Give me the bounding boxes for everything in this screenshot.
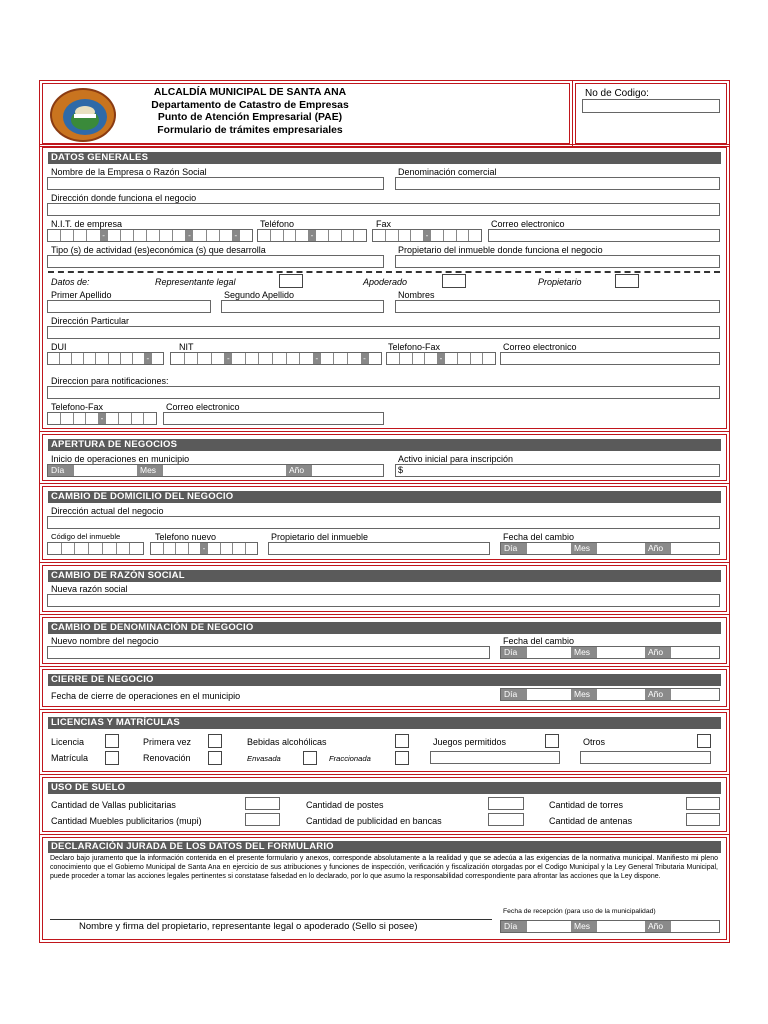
label-nuevo-nombre: Nuevo nombre del negocio bbox=[51, 636, 159, 646]
label-juegos: Juegos permitidos bbox=[433, 737, 507, 747]
correo-field[interactable] bbox=[488, 229, 720, 242]
codigo-inmueble-field[interactable] bbox=[47, 542, 144, 555]
activo-field[interactable]: $ bbox=[395, 464, 720, 477]
label-nombres: Nombres bbox=[398, 290, 435, 300]
code-label: No de Codigo: bbox=[585, 88, 649, 99]
label-inicio: Inicio de operaciones en municipio bbox=[51, 454, 190, 464]
otros-field[interactable] bbox=[580, 751, 711, 764]
renovacion-checkbox[interactable] bbox=[208, 751, 222, 765]
dir-notif-field[interactable] bbox=[47, 386, 720, 399]
tipo-field[interactable] bbox=[47, 255, 384, 268]
label-antenas: Cantidad de antenas bbox=[549, 816, 633, 826]
label-dir-notif: Direccion para notificaciones: bbox=[51, 376, 169, 386]
section-title: DECLARACIÓN JURADA DE LOS DATOS DEL FORMULARIO bbox=[48, 841, 721, 853]
label-primera-vez: Primera vez bbox=[143, 737, 192, 747]
dir-actual-field[interactable] bbox=[47, 516, 720, 529]
label-prop-inmueble: Propietario del inmueble donde funciona el negocio bbox=[398, 245, 603, 255]
nit-field[interactable]: - - - bbox=[47, 229, 253, 242]
label-nit: N.I.T. de empresa bbox=[51, 219, 123, 229]
label-telefono: Teléfono bbox=[260, 219, 295, 229]
label-matricula: Matrícula bbox=[51, 753, 89, 763]
prop-inmueble-field[interactable] bbox=[395, 255, 720, 268]
nit2-field[interactable]: - - - bbox=[170, 352, 382, 365]
fraccionada-checkbox[interactable] bbox=[395, 751, 409, 765]
nueva-razon-field[interactable] bbox=[47, 594, 720, 607]
label-vallas: Cantidad de Vallas publicitarias bbox=[51, 800, 176, 810]
label-dir-actual: Dirección actual del negocio bbox=[51, 506, 164, 516]
label-fax: Fax bbox=[376, 219, 392, 229]
label-tel-nuevo: Telefono nuevo bbox=[155, 532, 217, 542]
label-fraccionada: Fraccionada bbox=[329, 754, 371, 763]
declaracion-text: Declaro bajo juramento que la información contenida en el presente formulario y anexos, corresponde absolutamente a la realidad y que se adecúa a las exigencias de la normativa municipal. Manifiesto mi pleno conocimiento que el Gobierno Municipal de Santa Ana en ejercicio de sus atribuciones y funciones de inspección, verificación y fiscalización otorgadas por el Codigo Municipal y la Ley General Tributaria Municipal, puede proceder a tomar las acciones legales pertinentes si constatase falsedad en lo declarado, por lo que asumo la responsabilidad correspondiente para afrontar las acciones que la Ley dispone. bbox=[50, 855, 718, 881]
fecha-recepcion-field[interactable]: Día Mes Año bbox=[500, 920, 720, 933]
bebidas-checkbox[interactable] bbox=[395, 734, 409, 748]
vallas-field[interactable] bbox=[245, 797, 280, 810]
tel-nuevo-field[interactable]: - bbox=[150, 542, 258, 555]
primer-apellido-field[interactable] bbox=[47, 300, 211, 313]
label-telefono-fax2: Telefono-Fax bbox=[51, 402, 104, 412]
nombres-field[interactable] bbox=[395, 300, 720, 313]
torres-field[interactable] bbox=[686, 797, 720, 810]
direccion-field[interactable] bbox=[47, 203, 720, 216]
label-fecha-cambio: Fecha del cambio bbox=[503, 532, 575, 542]
propietario-checkbox[interactable] bbox=[615, 274, 639, 288]
label-bancas: Cantidad de publicidad en bancas bbox=[306, 816, 442, 826]
label-codigo-inmueble: Código del inmueble bbox=[51, 532, 121, 541]
label-datos-de: Datos de: bbox=[51, 277, 90, 287]
section-title: DATOS GENERALES bbox=[48, 152, 721, 164]
label-firma: Nombre y firma del propietario, representante legal o apoderado (Sello si posee) bbox=[79, 921, 418, 932]
envasada-checkbox[interactable] bbox=[303, 751, 317, 765]
label-envasada: Envasada bbox=[247, 754, 281, 763]
rep-legal-checkbox[interactable] bbox=[279, 274, 303, 288]
telefono-field[interactable]: - bbox=[257, 229, 367, 242]
section-title: USO DE SUELO bbox=[48, 782, 721, 794]
fecha-cambio-field[interactable]: Día Mes Año bbox=[500, 542, 720, 555]
label-segundo-apellido: Segundo Apellido bbox=[224, 290, 295, 300]
segundo-apellido-field[interactable] bbox=[221, 300, 384, 313]
label-correo2: Correo electronico bbox=[503, 342, 577, 352]
label-fecha-recepcion: Fecha de recepción (para uso de la municipalidad) bbox=[503, 908, 656, 915]
juegos-checkbox[interactable] bbox=[545, 734, 559, 748]
otros-checkbox[interactable] bbox=[697, 734, 711, 748]
label-nit2: NIT bbox=[179, 342, 194, 352]
nuevo-nombre-field[interactable] bbox=[47, 646, 490, 659]
label-torres: Cantidad de torres bbox=[549, 800, 624, 810]
label-apoderado: Apoderado bbox=[363, 277, 408, 287]
section-title: LICENCIAS Y MATRÍCULAS bbox=[48, 717, 721, 729]
muebles-field[interactable] bbox=[245, 813, 280, 826]
header-title: ALCALDÍA MUNICIPAL DE SANTA ANA Departamento de Catastro de Empresas Punto de Atención Empresarial (PAE) Formulario de trámites empresariales bbox=[151, 87, 349, 136]
fecha-cierre-field[interactable]: Día Mes Año bbox=[500, 688, 720, 701]
prop-inmueble2-field[interactable] bbox=[268, 542, 490, 555]
label-muebles: Cantidad Muebles publicitarios (mupi) bbox=[51, 816, 202, 826]
dui-field[interactable]: - bbox=[47, 352, 164, 365]
bancas-field[interactable] bbox=[488, 813, 524, 826]
nombre-field[interactable] bbox=[47, 177, 384, 190]
label-bebidas: Bebidas alcohólicas bbox=[247, 737, 327, 747]
code-field[interactable] bbox=[582, 99, 720, 113]
dir-particular-field[interactable] bbox=[47, 326, 720, 339]
label-dui: DUI bbox=[51, 342, 67, 352]
section-title: CIERRE DE NEGOCIO bbox=[48, 674, 721, 686]
label-activo: Activo inicial para inscripción bbox=[398, 454, 514, 464]
denominacion-field[interactable] bbox=[395, 177, 720, 190]
correo3-field[interactable] bbox=[163, 412, 384, 425]
label-nueva-razon: Nueva razón social bbox=[51, 584, 128, 594]
label-tipo: Tipo (s) de actividad (es)económica (s) que desarrolla bbox=[51, 245, 266, 255]
fax-field[interactable]: - bbox=[372, 229, 482, 242]
inicio-date-field[interactable]: Día Mes Año bbox=[47, 464, 384, 477]
label-postes: Cantidad de postes bbox=[306, 800, 384, 810]
dashed-divider bbox=[48, 271, 720, 273]
label-primer-apellido: Primer Apellido bbox=[51, 290, 112, 300]
telefono-fax2-field[interactable]: - bbox=[47, 412, 157, 425]
label-denominacion: Denominación comercial bbox=[398, 167, 497, 177]
correo2-field[interactable] bbox=[500, 352, 720, 365]
section-title: APERTURA DE NEGOCIOS bbox=[48, 439, 721, 451]
primera-vez-checkbox[interactable] bbox=[208, 734, 222, 748]
section-title: CAMBIO DE DOMICILIO DEL NEGOCIO bbox=[48, 491, 721, 503]
label-direccion: Dirección donde funciona el negocio bbox=[51, 193, 197, 203]
label-correo3: Correo electronico bbox=[166, 402, 240, 412]
label-prop-inmueble2: Propietario del inmueble bbox=[271, 532, 369, 542]
licencia-checkbox[interactable] bbox=[105, 734, 119, 748]
label-correo: Correo electronico bbox=[491, 219, 565, 229]
matricula-checkbox[interactable] bbox=[105, 751, 119, 765]
postes-field[interactable] bbox=[488, 797, 524, 810]
label-renovacion: Renovación bbox=[143, 753, 191, 763]
fecha-cambio2-field[interactable]: Día Mes Año bbox=[500, 646, 720, 659]
label-licencia: Licencia bbox=[51, 737, 85, 747]
label-nombre: Nombre de la Empresa o Razón Social bbox=[51, 167, 207, 177]
label-propietario: Propietario bbox=[538, 277, 582, 287]
section-title: CAMBIO DE RAZÓN SOCIAL bbox=[48, 570, 721, 582]
label-dir-particular: Dirección Particular bbox=[51, 316, 130, 326]
label-fecha-cierre: Fecha de cierre de operaciones en el municipio bbox=[51, 691, 241, 701]
telefono-fax-field[interactable]: - bbox=[386, 352, 496, 365]
label-fecha-cambio2: Fecha del cambio bbox=[503, 636, 575, 646]
label-otros: Otros bbox=[583, 737, 606, 747]
label-rep-legal: Representante legal bbox=[155, 277, 236, 287]
firma-line bbox=[50, 919, 492, 920]
juegos-field[interactable] bbox=[430, 751, 560, 764]
antenas-field[interactable] bbox=[686, 813, 720, 826]
apoderado-checkbox[interactable] bbox=[442, 274, 466, 288]
label-telefono-fax: Telefono-Fax bbox=[388, 342, 441, 352]
section-title: CAMBIO DE DENOMINACIÓN DE NEGOCIO bbox=[48, 622, 721, 634]
